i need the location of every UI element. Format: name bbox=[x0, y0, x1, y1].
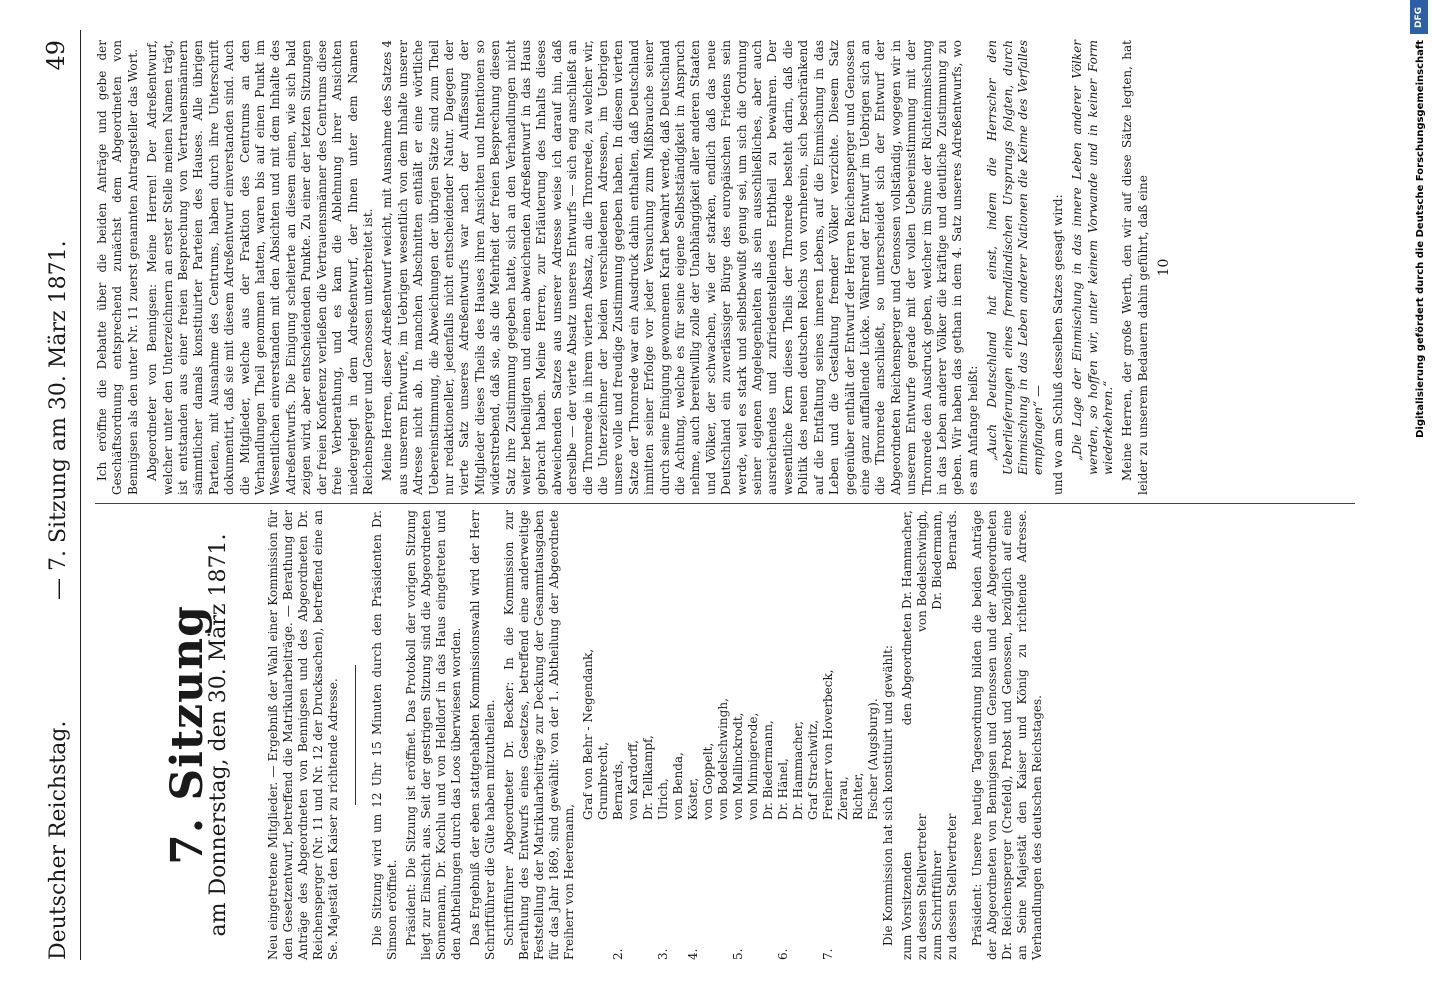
section-label bbox=[851, 830, 866, 960]
member-row bbox=[836, 510, 851, 960]
bennigsen-speech-paragraph-1: Abgeordneter von Bennigsen: Meine Herren! Der Adreßentwurf, welcher unter den Unterzeichnern an erster Stelle meinen Namen trägt, ist entstanden aus einer freien Besprechung von Vertrauensmännern sämmtlicher damals konstituirter Parteien des Hauses. Alle übrigen Parteien, mit Ausnahme des Centrums, haben durch ihre Unterschrift dokumentirt, daß sie mit diesem Adreßentwurf einverstanden sind. Auch die Mitglieder, welche aus der Fraktion des Centrums an den Verhandlungen Theil genommen hatten, waren bis auf einen Punkt im Wesentlichen einverstanden mit den Absichten und mit dem Inhalte des Adreßentwurfs. Die Einigung scheiterte an diesem einen, wie sich bald zeigen wird, aber entscheidenden Punkte. Zu einer der letzten Sitzungen der freien Konferenz verließen die Vertrauensmänner des Centrums diese freie Verberathung, und es kam die Ablehnung ihrer Ansichten niedergelegt in dem Adreßentwurf, der Ihnen unter dem Namen Reichensperger und Genossen unterbreitet ist. bbox=[145, 40, 375, 495]
member-row bbox=[761, 510, 776, 960]
officer-role: zu dessen Stellvertreter bbox=[915, 813, 929, 960]
member-name: Köster, bbox=[686, 777, 700, 820]
quote-intro: und wo am Schluß desselben Satzes gesagt wird: bbox=[1050, 194, 1065, 495]
member-name: Dr. Biedermann, bbox=[761, 720, 775, 820]
member-name: Graf Strachwitz, bbox=[806, 719, 820, 820]
member-name: von Goppelt, bbox=[701, 742, 715, 820]
member-name: von Mallinckrodt, bbox=[731, 712, 745, 820]
section-label bbox=[806, 830, 821, 960]
agenda-summary: Neu eingetretene Mitglieder. — Ergebniß der Wahl einer Kommission für den Gesetzentwurf, betreffend die Matrikularbeiträge. — Berathung der Anträge des Abgeordneten von Bennigsen und des Abgeordneten Dr. Reichensperger (Nr. 11 und Nr. 12 der Drucksachen), betreffend eine an Se. Majestät den Kaiser zu richtende Adresse. bbox=[266, 510, 340, 960]
member-row bbox=[851, 510, 866, 960]
officer-role: zu dessen Stellvertreter bbox=[945, 813, 959, 960]
section-label: 7. bbox=[821, 948, 835, 960]
section-label bbox=[626, 830, 641, 960]
member-row bbox=[746, 510, 761, 960]
bennigsen-speech-paragraph-3: Meine Herren, der große Werth, den wir auf diese Sätze legten, hat leider zu unserem Bedauern dahin geführt, daß eine bbox=[1120, 40, 1150, 495]
page-number: 49 bbox=[42, 40, 70, 71]
officer-row bbox=[900, 510, 915, 960]
member-row bbox=[821, 510, 836, 960]
officer-name: von Bodelschwingh, bbox=[915, 510, 929, 632]
section-label: 3. bbox=[656, 948, 670, 960]
president-paragraph: Präsident: Die Sitzung ist eröffnet. Das Protokoll der vorigen Sitzung liegt zur Einsicht aus. Seit der gestrigen Sitzung sind die Abgeordneten Sonnemann, Dr. Kochlu und von Helldorf in das Haus eingetreten und den Abtheilungen durch das Loos überwiesen worden. bbox=[404, 510, 463, 960]
member-name: Freiherr von Hoverbeck, bbox=[821, 669, 835, 820]
member-name: Zierau, bbox=[836, 776, 850, 820]
officer-name: Bernards. bbox=[945, 510, 959, 570]
member-name: Dr. Hänel, bbox=[776, 758, 790, 820]
opening-paragraph: Die Sitzung wird um 12 Uhr 15 Minuten durch den Präsidenten Dr. Simson eröffnet. bbox=[370, 510, 399, 960]
dfg-funding-note: Digitalisierung gefördert durch die Deutsche Forschungsgemeinschaft bbox=[1415, 40, 1426, 438]
member-name: von Minnigerode, bbox=[746, 712, 760, 820]
officer-row bbox=[915, 510, 930, 960]
section-label bbox=[596, 830, 611, 960]
member-row bbox=[641, 510, 656, 960]
signature-mark: 10 bbox=[1156, 258, 1173, 277]
officer-name: den Abgeordneten Dr. Hammacher, bbox=[900, 510, 914, 726]
secretary-paragraph: Schriftführer Abgeordneter Dr. Becker: In die Kommission zur Berathung des Entwurfs eines Gesetzes, betreffend eine anderweitige Feststellung der Matrikularbeiträge zur Deckung der Gesammtausgaben für das Jahr 1869, sind gewählt: von der 1. Abtheilung der Abgeordnete Freiherr von Heeremann, bbox=[502, 510, 576, 960]
column-divider bbox=[95, 503, 1355, 504]
running-head-left: Deutscher Reichstag. bbox=[46, 720, 71, 960]
dfg-logo: DFG bbox=[1410, 0, 1428, 34]
section-label bbox=[761, 830, 776, 960]
agenda-announcement: Präsident: Unsere heutige Tagesordnung bilden die beiden Anträge der Abgeordneten von Bennigsen und Genossen und der Abgeordneten Dr. Reichensperger (Crefeld), Probst und Genossen, bezüglich auf eine an Seine Majestät den Kaiser und König zu richtende Adresse. Verhandlungen des deutschen Reichstages. bbox=[970, 510, 1044, 960]
member-row bbox=[716, 510, 731, 960]
member-name: Graf von Behr - Negendank, bbox=[581, 648, 595, 820]
member-row bbox=[596, 510, 611, 960]
member-name: Dr. Hammacher, bbox=[791, 721, 805, 820]
section-label: 6. bbox=[776, 948, 790, 960]
member-name: Bernards, bbox=[611, 760, 625, 820]
running-head-center: — 7. Sitzung am 30. März 1871. bbox=[46, 240, 71, 600]
bennigsen-speech-paragraph-2: Meine Herren, dieser Adreßentwurf weicht, mit Ausnahme des Satzes 4 aus unserem Entwurfe, im Uebrigen wesentlich von dem Inhalte unserer Adresse nicht ab. In manchen Abschnitten enthält er eine wörtliche Uebereinstimmung, die Abweichungen der übrigen Sätze sind zum Theil nur redaktioneller, jedenfalls nicht entscheidender Natur. Dagegen der vierte Satz unseres Adreßentwurfs war nach der Auffassung der Mitglieder dieses Theils des Hauses ihren Ansichten und Intentionen so widerstrebend, daß sie, als die Mehrheit der freien Besprechung diesen Satz ihre Zustimmung gegeben hatte, sich an den Verhandlungen nicht weiter betheiligten und einen abweichenden Adreßentwurf in das Haus gebracht haben. Meine Herren, zur Erläuterung des Inhalts dieses abweichenden Satzes aus unserer Adresse weise ich darauf hin, daß derselbe — der vierte Absatz unseres Entwurfs — sich eng anschließt an die Thronrede in ihrem vierten Absatz, an die Thronrede, zu welcher wir, die Unterzeichner der beiden verschiedenen Adressen, im Uebrigen unsere volle und freudige Zustimmung gegeben haben. In diesem vierten Satze der Thronrede war ein Ausdruck dahin enthalten, daß Deutschland inmitten seiner Erfolge vor jeder Versuchung zum Mißbrauche seiner durch seine Einigung gewonnenen Kraft bewahrt werde, daß Deutschland die Achtung, welche es für seine eigene Selbstständigkeit in Anspruch nehme, auch bereitwillig zolle der Unabhängigkeit aller anderen Staaten und Völker, der schwachen, wie der starken, endlich daß das neue Deutschland ein zuverlässiger Bürge des europäischen Friedens sein werde, weil es stark und selbstbewußt genug sei, um sich die Ordnung seiner eigenen Angelegenheiten als sein ausschließliches, aber auch ausreichendes und zufriedenstellendes Erbtheil zu bewahren. Der wesentliche Kern dieses Theils der Thronrede besteht darin, daß die Politik des neuen deutschen Reichs von vornherein, sich beschränkend auf die Entfaltung seines inneren Lebens, auf die Einmischung in das Leben und die Gestaltung fremder Völker verzichte. Diesem Satz gegenüber enthält der Entwurf der Herren Reichensperger und Genossen eine ganz auffallende Lücke. Während der Entwurf im Uebrigen sich an die Thronrede anschließt, so unterscheidet sich der Entwurf der Abgeordneten Reichensperger und Genossen vollständig, wogegen wir in unserem Entwurfe gerade mit der vollen Uebereinstimmung mit der Thronrede den Ausdruck geben, welcher im Sinne der Richteinmischung in das Leben anderer Völker die kräftige und deutliche Zustimmung zu geben. Wir haben das gethan in dem 4. Satz unseres Adreßentwurfs, wo es am Anfange heißt: bbox=[380, 40, 980, 495]
session-date: am Donnerstag, den 30. März 1871. bbox=[206, 533, 231, 937]
officer-name: Dr. Biedermann, bbox=[930, 510, 944, 610]
officer-role: zum Schriftführer bbox=[930, 850, 944, 960]
member-name: Fischer (Augsburg). bbox=[866, 698, 880, 820]
section-label bbox=[641, 830, 656, 960]
session-title: 7. Sitzung bbox=[162, 605, 213, 865]
member-row bbox=[656, 510, 671, 960]
member-name: von Benda, bbox=[671, 752, 685, 820]
member-row bbox=[791, 510, 806, 960]
member-name: Dr. Tellkampf, bbox=[641, 735, 655, 820]
section-label bbox=[836, 830, 851, 960]
member-name: von Kardorff, bbox=[626, 740, 640, 820]
member-row bbox=[626, 510, 641, 960]
member-name: von Bodelschwingh, bbox=[716, 698, 730, 820]
left-column bbox=[140, 510, 1049, 960]
section-rule bbox=[355, 665, 356, 805]
member-row bbox=[611, 510, 626, 960]
member-row bbox=[776, 510, 791, 960]
election-result-paragraph: Das Ergebniß der eben stattgehabten Kommissionswahl wird der Herr Schriftführer die Güte haben mitzutheilen. bbox=[468, 510, 497, 960]
officers-list bbox=[900, 510, 960, 960]
section-label: 4. bbox=[686, 948, 700, 960]
dfg-sidebar bbox=[1410, 0, 1428, 1000]
officer-row bbox=[945, 510, 960, 960]
officer-row bbox=[930, 510, 945, 960]
committee-members-table bbox=[581, 510, 881, 960]
quote-second: „Die Lage der Einmischung in das innere Leben anderer Völker werden, so hoffen wir, unter keinem Vorwande und in keiner Form wiederkehren.“ bbox=[1070, 40, 1115, 475]
officer-role: zum Vorsitzenden bbox=[900, 851, 914, 960]
section-label bbox=[791, 830, 806, 960]
member-row bbox=[701, 510, 716, 960]
member-row bbox=[866, 510, 881, 960]
section-label bbox=[866, 830, 881, 960]
member-name: Grumbrecht, bbox=[596, 741, 610, 820]
section-label bbox=[581, 830, 596, 960]
constituted-paragraph: Die Kommission hat sich konstituirt und gewählt: bbox=[881, 645, 895, 946]
member-row bbox=[731, 510, 746, 960]
section-label bbox=[671, 830, 686, 960]
quote-first: „Auch Deutschland hat einst, indem die Herrscher den Ueberlieferungen eines fremdländischen Ursprungs folgten, durch Einmischung in das Leben anderer Nationen die Keime des Verfalles empfangen“ — bbox=[985, 40, 1046, 475]
member-row bbox=[686, 510, 701, 960]
member-name: Ulrich, bbox=[656, 778, 670, 820]
member-row bbox=[671, 510, 686, 960]
debate-opening-paragraph: Ich eröffne die Debatte über die beiden Anträge und gebe der Geschäftsordnung entsprechend zunächst dem Abgeordneten von Bennigsen als den unter Nr. 11 zuerst genannten Antragsteller das Wort. bbox=[95, 40, 140, 495]
section-label: 5. bbox=[731, 948, 745, 960]
member-row bbox=[806, 510, 821, 960]
section-label: 2. bbox=[611, 948, 625, 960]
section-label bbox=[746, 830, 761, 960]
section-label bbox=[716, 830, 731, 960]
right-column bbox=[95, 40, 1173, 495]
running-head bbox=[40, 30, 81, 960]
member-name: Richter, bbox=[851, 772, 865, 820]
section-label bbox=[701, 830, 716, 960]
member-row bbox=[581, 510, 596, 960]
